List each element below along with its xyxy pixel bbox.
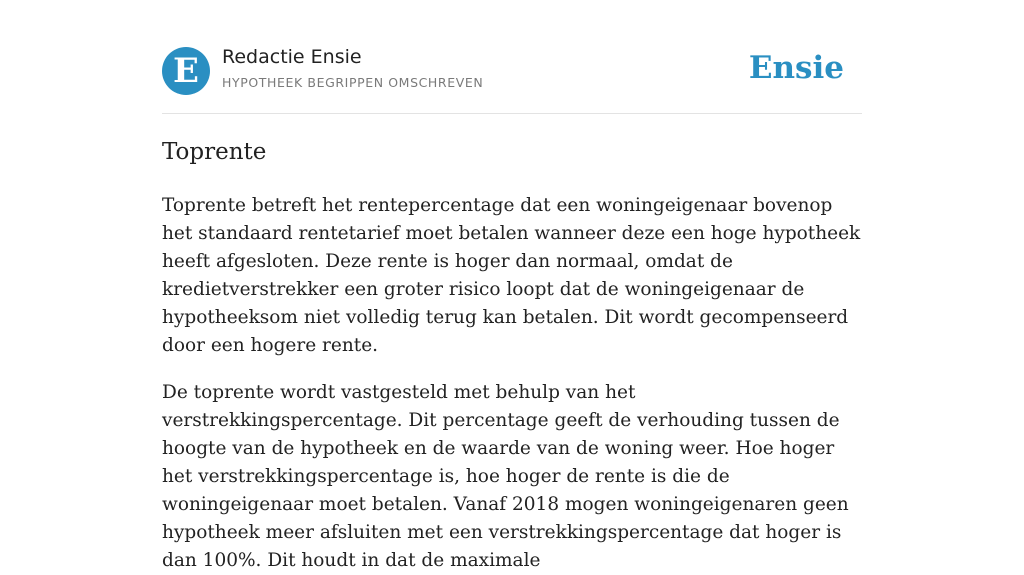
brand-logo[interactable]: Ensie [748, 50, 844, 86]
article-container [162, 0, 862, 575]
article-title: Toprente [162, 139, 267, 165]
article-header [162, 0, 862, 114]
ensie-logo-icon[interactable]: E [162, 47, 210, 95]
category-label[interactable]: HYPOTHEEK BEGRIPPEN OMSCHREVEN [222, 75, 484, 90]
article-paragraph-1: Toprente betreft het rentepercentage dat een woningeigenaar bovenop het standaard rentetarief moet betalen wanneer deze een hoge hypotheek heeft afgesloten. Deze rente is hoger dan normaal, omdat de kredietverstrekker een groter risico loopt dat de woningeigenaar de hypotheeksom niet volledig terug kan betalen. Dit wordt gecompenseerd door een hogere rente. [162, 195, 861, 356]
article-paragraph-2: De toprente wordt vastgesteld met behulp van het verstrekkingspercentage. Dit percentage geeft de verhouding tussen de hoogte van de hypotheek en de waarde van de woning weer. Hoe hoger het verstrekkingspercentage is, hoe hoger de rente is die de woningeigenaar moet betalen. Vanaf 2018 mogen woningeigenaren geen hypotheek meer afsluiten met een verstrekkingspercentage dat hoger is dan 100%. Dit houdt in dat de maximale [162, 382, 849, 571]
author-name[interactable]: Redactie Ensie [222, 46, 362, 68]
